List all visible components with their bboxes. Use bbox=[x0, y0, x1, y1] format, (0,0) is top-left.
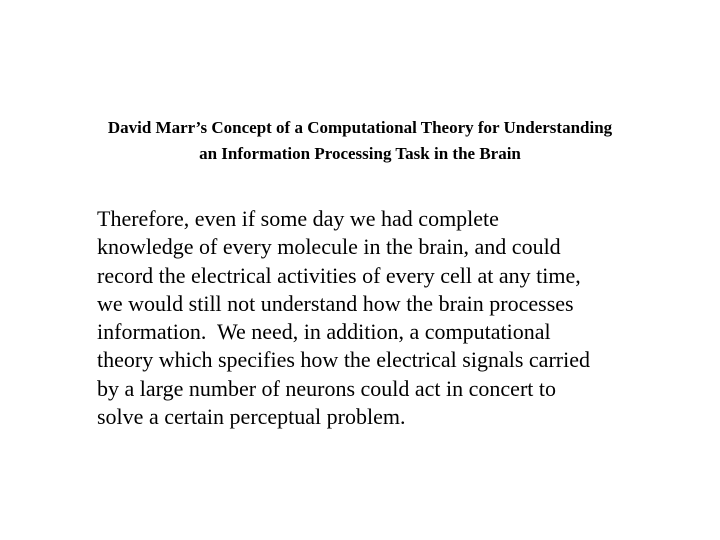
slide-title-line-2: an Information Processing Task in the Brain bbox=[199, 144, 521, 163]
body-line-1: Therefore, even if some day we had complete bbox=[97, 206, 499, 231]
body-line-5: information. We need, in addition, a computational bbox=[97, 319, 551, 345]
body-line-3: record the electrical activities of every cell at any time, bbox=[97, 262, 581, 288]
slide-title-line-1: David Marr’s Concept of a Computational Theory for Understanding bbox=[107, 118, 613, 137]
body-line-4: we would still not understand how the brain processes bbox=[97, 290, 574, 316]
slide-body-text bbox=[97, 205, 697, 431]
body-line-6: theory which specifies how the electrical signals carried bbox=[97, 347, 590, 373]
body-line-2: knowledge of every molecule in the brain, and could bbox=[97, 234, 561, 260]
slide-title bbox=[0, 115, 720, 167]
body-line-7: by a large number of neurons could act in concert to bbox=[97, 375, 556, 401]
body-line-8: solve a certain perceptual problem. bbox=[97, 404, 406, 430]
